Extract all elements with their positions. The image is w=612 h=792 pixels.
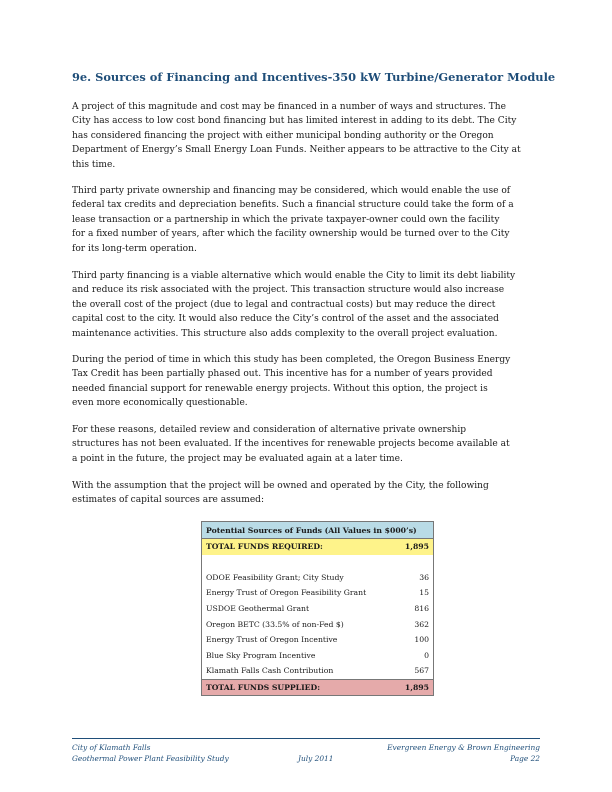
table-row <box>202 601 434 617</box>
fund-source-label: Energy Trust of Oregon Incentive <box>202 632 396 648</box>
fund-source-label: Energy Trust of Oregon Feasibility Grant <box>202 585 396 601</box>
table-row <box>202 632 434 648</box>
paragraph-third-party-ownership: Third party private ownership and financing may be considered, which would enable the use of federal tax credits and depreciation benefits. Such a financial structure could take the form of a lease transaction or a partnership in which the private taxpayer-owner could own the facility for a fixed number of years, after which the facility ownership would be turned over to the City for its long-term operation. <box>72 186 514 254</box>
section-heading: 9e. Sources of Financing and Incentives-350 kW Turbine/Generator Module <box>72 70 556 84</box>
fund-source-value: 15 <box>396 585 434 601</box>
fund-source-label: Oregon BETC (33.5% of non-Fed $) <box>202 616 396 632</box>
fund-source-label: USDOE Geothermal Grant <box>202 601 396 617</box>
funds-table <box>201 521 434 696</box>
fund-source-value: 362 <box>396 616 434 632</box>
total-supplied-value: 1,895 <box>396 679 434 696</box>
footer-divider <box>72 738 540 739</box>
table-row <box>202 570 434 586</box>
table-row <box>202 616 434 632</box>
table-row <box>202 648 434 664</box>
fund-source-value: 567 <box>396 663 434 679</box>
table-spacer-row <box>202 555 434 570</box>
table-title-row <box>202 522 434 539</box>
paragraph-assumption: With the assumption that the project will be owned and operated by the City, the following estimates of capital sources are assumed: <box>72 481 489 506</box>
fund-source-value: 100 <box>396 632 434 648</box>
total-supplied-row <box>202 679 434 696</box>
fund-source-label: ODOE Feasibility Grant; City Study <box>202 570 396 586</box>
footer-right <box>387 742 540 764</box>
total-supplied-label: TOTAL FUNDS SUPPLIED: <box>202 679 396 696</box>
paragraph-reasons: For these reasons, detailed review and consideration of alternative private ownership structures has not been evaluated. If the incentives for renewable projects become available at a point in the future, the project may be evaluated again at a later time. <box>72 425 510 464</box>
fund-source-value: 816 <box>396 601 434 617</box>
fund-source-label: Klamath Falls Cash Contribution <box>202 663 396 679</box>
total-required-row <box>202 539 434 555</box>
paragraph-financing-options: A project of this magnitude and cost may be financed in a number of ways and structures. The City has access to low cost bond financing but has limited interest in adding to its debt. The City has considered financing the project with either municipal bonding authority or the Oregon Department of Energy’s Small Energy Loan Funds. Neither appears to be attractive to the City at this time. <box>72 102 521 170</box>
footer-study-title: Geothermal Power Plant Feasibility Study <box>72 754 229 763</box>
footer-date: July 2011 <box>298 754 334 763</box>
table-row <box>202 663 434 679</box>
total-required-value: 1,895 <box>396 539 434 555</box>
table-title: Potential Sources of Funds (All Values in $000’s) <box>202 522 434 539</box>
paragraph-tax-credit: During the period of time in which this study has been completed, the Oregon Business Energy Tax Credit has been partially phased out. This incentive has for a number of years provided needed financial support for renewable energy projects. Without this option, the project is even more economically questionable. <box>72 355 511 409</box>
footer-left <box>72 742 229 764</box>
paragraph-third-party-financing: Third party financing is a viable alternative which would enable the City to limit its debt liability and reduce its risk associated with the project. This transaction structure would also increase the overall cost of the project (due to legal and contractual costs) but may reduce the direct capital cost to the city. It would also reduce the City’s control of the asset and the associated maintenance activities. This structure also adds complexity to the overall project evaluation. <box>72 271 516 339</box>
fund-source-value: 36 <box>396 570 434 586</box>
footer-authors: Evergreen Energy & Brown Engineering <box>387 743 540 752</box>
table-row <box>202 585 434 601</box>
total-required-label: TOTAL FUNDS REQUIRED: <box>202 539 396 555</box>
fund-source-value: 0 <box>396 648 434 664</box>
page-number: Page 22 <box>510 754 540 763</box>
fund-source-label: Blue Sky Program Incentive <box>202 648 396 664</box>
footer-organization: City of Klamath Falls <box>72 743 151 752</box>
